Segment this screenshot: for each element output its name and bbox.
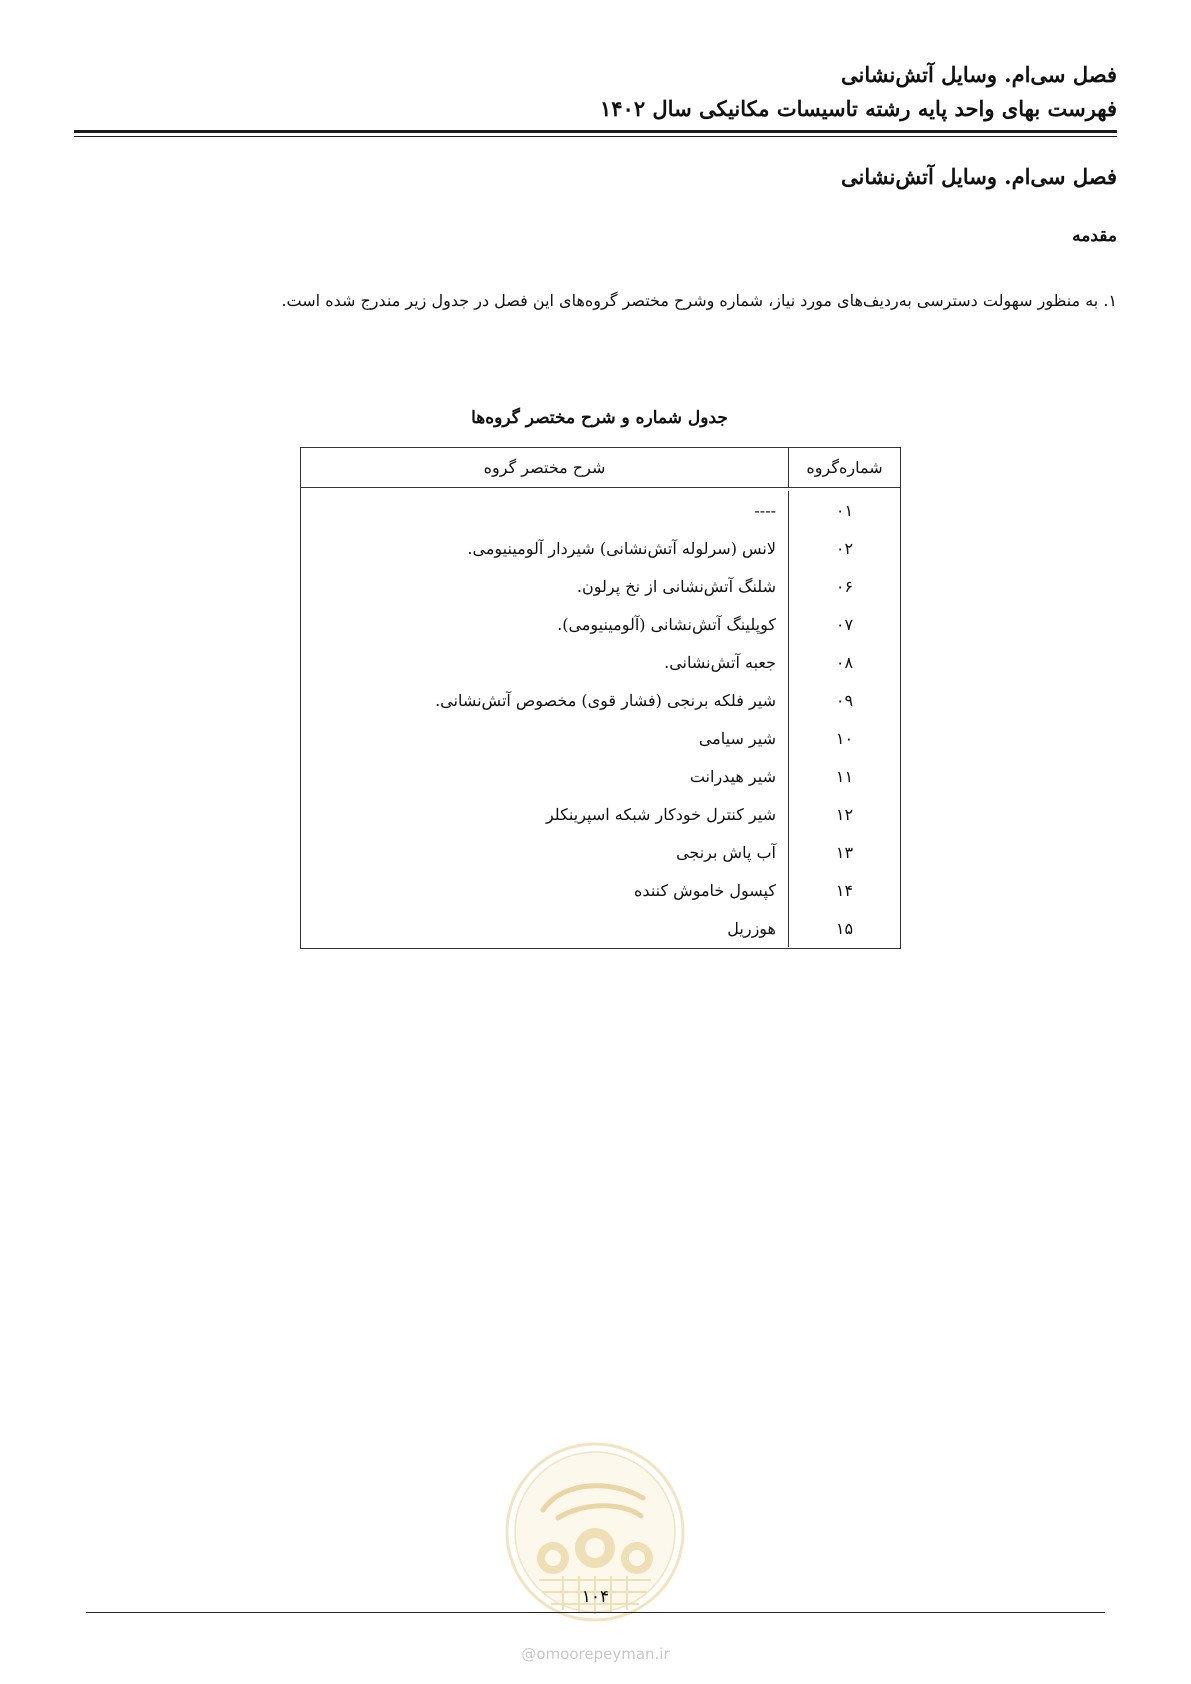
header-chapter-line: فصل سی‌ام. وسایل آتش‌نشانی	[841, 62, 1117, 87]
group-number-cell: ۰۶	[788, 567, 900, 605]
group-number-cell: ۱۰	[788, 719, 900, 757]
group-description-cell: هوزریل	[727, 918, 776, 938]
group-description-cell: شیر هیدرانت	[689, 766, 776, 786]
group-number-cell: ۰۲	[788, 529, 900, 567]
footer-rule	[86, 1612, 1105, 1613]
header-book-line: فهرست بهای واحد پایه رشته تاسیسات مکانیکی سال ۱۴۰۲	[599, 96, 1117, 121]
group-number-cell: ۱۵	[788, 909, 900, 947]
group-description-cell: کپسول خاموش کننده	[634, 880, 776, 900]
table-row	[301, 567, 900, 605]
watermark-url: @omoorepeyman.ir	[521, 1645, 670, 1663]
table-row	[301, 681, 900, 719]
group-number-cell: ۰۱	[788, 491, 900, 529]
table-row	[301, 871, 900, 909]
group-number-cell: ۱۳	[788, 833, 900, 871]
group-description-cell: لانس (سرلوله آتش‌نشانی) شیردار آلومینیومی.	[467, 538, 776, 558]
header-rule-thick	[74, 130, 1117, 133]
group-number-cell: ۱۴	[788, 871, 900, 909]
group-description-cell: شیر سیامی	[698, 728, 776, 748]
group-number-cell: ۰۹	[788, 681, 900, 719]
group-description-cell: شیر فلکه برنجی (فشار قوی) مخصوص آتش‌نشانی.	[435, 690, 776, 710]
header-description: شرح مختصر گروه	[483, 458, 606, 477]
group-number-cell: ۰۸	[788, 643, 900, 681]
table-row	[301, 757, 900, 795]
intro-paragraph: ۱. به منظور سهولت دسترسی به‌ردیف‌های مورد نیاز، شماره وشرح مختصر گروه‌های این فصل در جدول زیر مندرج شده است.	[281, 291, 1117, 310]
table-row	[301, 643, 900, 681]
group-number-cell: ۱۱	[788, 757, 900, 795]
table-row	[301, 795, 900, 833]
table-row	[301, 719, 900, 757]
section-heading-introduction: مقدمه	[1072, 226, 1117, 246]
table-header-row	[301, 448, 900, 488]
group-description-cell: شیر کنترل خودکار شبکه اسپرینکلر	[545, 804, 776, 824]
group-description-cell: جعبه آتش‌نشانی.	[664, 652, 776, 672]
page-number: ۱۰۴	[581, 1587, 610, 1607]
header-rule-thin	[74, 136, 1117, 137]
group-table	[300, 447, 901, 949]
table-row	[301, 529, 900, 567]
group-number-cell: ۰۷	[788, 605, 900, 643]
table-row	[301, 605, 900, 643]
table-row	[301, 491, 900, 529]
table-row	[301, 833, 900, 871]
group-description-cell: آب پاش برنجی	[676, 842, 776, 862]
running-header	[74, 58, 1117, 126]
group-description-cell: کوپلینگ آتش‌نشانی (آلومینیومی).	[557, 614, 776, 634]
table-row	[301, 909, 900, 947]
header-group-number: شماره‌گروه	[788, 448, 900, 487]
group-description-cell: ----	[754, 500, 776, 520]
group-number-cell: ۱۲	[788, 795, 900, 833]
group-description-cell: شلنگ آتش‌نشانی از نخ پرلون.	[576, 576, 776, 596]
chapter-title: فصل سی‌ام. وسایل آتش‌نشانی	[841, 164, 1117, 189]
table-caption: جدول شماره و شرح مختصر گروه‌ها	[471, 408, 728, 428]
table-body	[301, 488, 900, 948]
